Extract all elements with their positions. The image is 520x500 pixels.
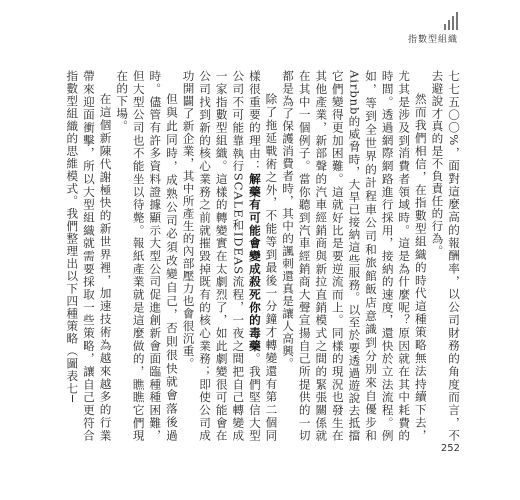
paragraph: [64, 70, 114, 442]
body-text: [52, 70, 462, 442]
text-run: 七七五〇〇%，面對這麼高的報酬率，以公司財務的角度而言，不去避說才真的是不負責任的行為。: [430, 70, 461, 442]
emphasis-text: 解藥有可能會變成殺死你的毒藥: [247, 172, 262, 353]
text-run: 除了拖延戰術之外，不能等到最後一分鐘才轉變還有第二個同樣很重要的理由：: [247, 70, 279, 442]
text-run: 在這個新陳代謝極快的新世界裡，加速技術為越來越多的行業帶來迎面衝擊，所以大型組織就需要採取一些策略，讓自己更符合指數型組織的思維模式。我們整理出以下四種策略（圖表七─: [65, 70, 113, 442]
text-run: 但與此同時，成熟公司必須改變自己，否則很快就會落後過時。儘管有許多資料證據顯示大型公司促進創新會面臨種種困難，但大型公司也不能坐以待斃。報紙產業就是這麼做的，瞧瞧它們現在的下場。: [115, 70, 179, 442]
book-title: 指數型組織: [407, 35, 458, 45]
paragraph: [429, 70, 462, 442]
running-header: [408, 12, 458, 45]
text-run: 然而我們相信，在指數型組織的時代這種策略無法持續下去，尤其是涉及到消費者領域時。這是為什麼呢？原因就在其中耗費的時間。透過網際網路進行採用，接納的速度，還快於立法流程。例如，等到全世界的計程車公司和旅館飯店意識到分別來自優步和Airbnb的威脅時，大旱已接納這些服務。以至於要透過遊說去抵擋它們變得更加困難。這就好比是要逆流而上。同樣的現況也發生在其他產業，新部聲的汽車經銷商與新拉直銷模式之間的緊張關係就在其中一個例子。當你聽到汽車經銷商大聲宣揚自己所提供的一切都是為了保護消費者時，其中的諷刺還真是讓人高興。: [281, 70, 428, 442]
paragraph: [180, 70, 280, 442]
paragraph: [114, 70, 180, 442]
text-run: 。我們堅信大型公司不可能靠執行SCALE和IDEAS流程，一夜之間把自己轉變成一家指數型組織。這樣的轉變實在太劇烈了，如此劇變很可能會在公司找到新的核心業務之前就摧毀掉既有的核心業務；即使公司成功開闢了新企業，其中所產生的內部壓力也會很沉重。: [181, 70, 262, 442]
bars-icon: [444, 12, 458, 30]
page-number: 252: [440, 443, 460, 454]
paragraph: [279, 70, 428, 442]
